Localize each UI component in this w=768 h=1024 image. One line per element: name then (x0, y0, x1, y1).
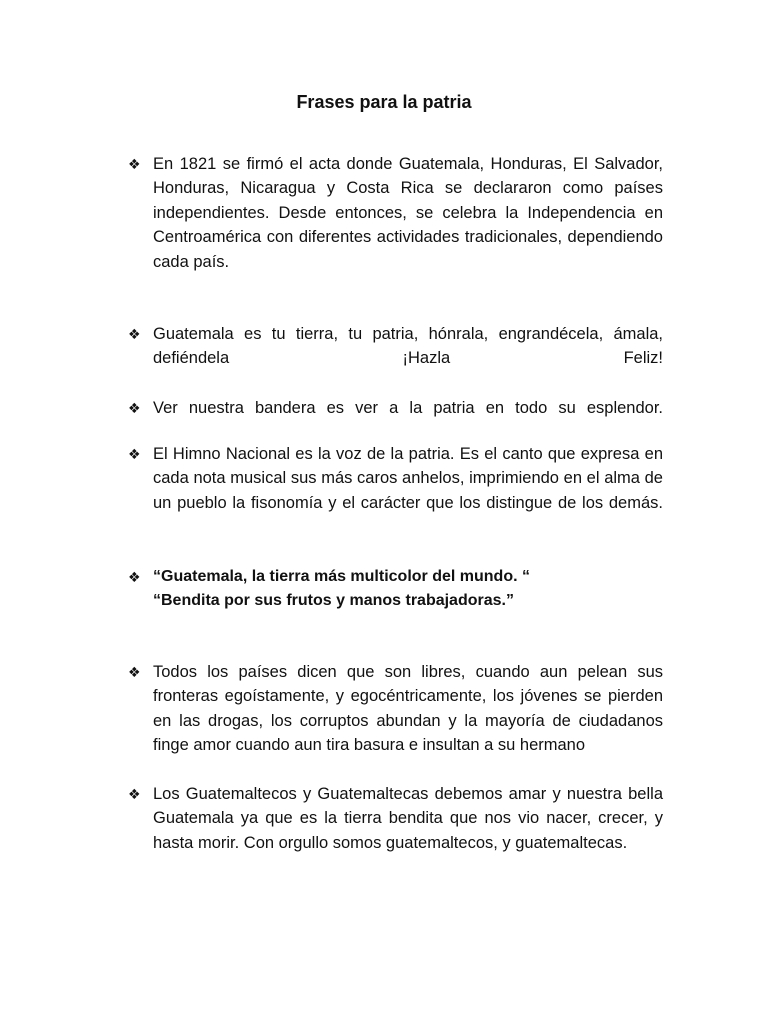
bullet-paragraph (128, 782, 663, 855)
quote-text (153, 565, 663, 614)
diamond-bullet-icon: ❖ (128, 664, 141, 680)
diamond-bullet-icon: ❖ (128, 446, 141, 462)
paragraph-text: En 1821 se firmó el acta donde Guatemala, Honduras, El Salvador, Honduras, Nicaragua y Costa Rica se declararon como países independientes. Desde entonces, se celebra la Independencia en Centroamérica con diferentes actividades tradicionales, dependiendo cada país. (153, 155, 663, 271)
bullet-paragraph (128, 322, 663, 371)
bullet-paragraph (128, 152, 663, 274)
diamond-bullet-icon: ❖ (128, 786, 141, 802)
page-title: Frases para la patria (296, 92, 472, 112)
bullet-paragraph (128, 396, 663, 420)
paragraph-text: El Himno Nacional es la voz de la patria. Es el canto que expresa en cada nota musical sus más caros anhelos, imprimiendo en el alma de un pueblo la fisonomía y el carácter que los distingue de los demás. (153, 445, 663, 512)
diamond-bullet-icon: ❖ (128, 569, 141, 585)
paragraph-text: Ver nuestra bandera es ver a la patria en todo su esplendor. (153, 399, 663, 417)
quote-line-2: “Bendita por sus frutos y manos trabajadoras.” (153, 592, 514, 610)
bullet-paragraph (128, 442, 663, 515)
paragraph-text: Todos los países dicen que son libres, cuando aun pelean sus fronteras egoístamente, y egocéntricamente, los jóvenes se pierden en las drogas, los corruptos abundan y la mayoría de ciudadanos finge amor cuando aun tira basura e insultan a su hermano (153, 663, 663, 755)
bullet-paragraph-quote (128, 565, 663, 614)
diamond-bullet-icon: ❖ (128, 400, 141, 416)
diamond-bullet-icon: ❖ (128, 156, 141, 172)
bullet-paragraph (128, 660, 663, 758)
paragraph-text: Los Guatemaltecos y Guatemaltecas debemos amar y nuestra bella Guatemala ya que es la tierra bendita que nos vio nacer, crecer, y hasta morir. Con orgullo somos guatemaltecos, y guatemaltecas. (153, 785, 663, 852)
diamond-bullet-icon: ❖ (128, 326, 141, 342)
paragraph-text: Guatemala es tu tierra, tu patria, hónrala, engrandécela, ámala, defiéndela ¡Hazla Feliz! (153, 325, 663, 368)
quote-line-1: “Guatemala, la tierra más multicolor del mundo. “ (153, 568, 530, 585)
